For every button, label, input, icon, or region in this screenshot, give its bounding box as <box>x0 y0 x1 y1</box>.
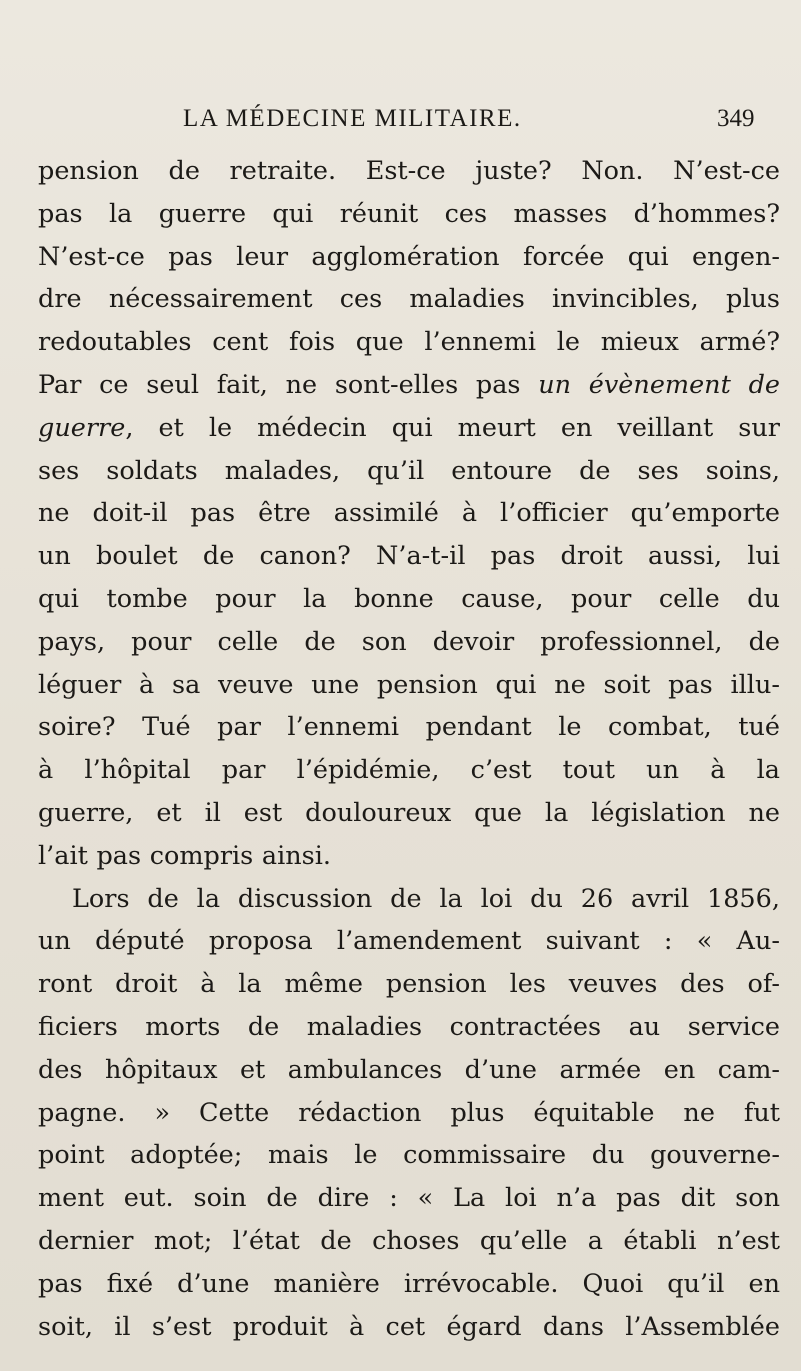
text-line <box>38 150 780 193</box>
line-text: Lors de la discussion de la loi du 26 avril 1856, <box>72 883 780 914</box>
body-text <box>38 150 780 1348</box>
text-line <box>38 706 780 749</box>
line-text: un député proposa l’amendement suivant : « Au- <box>38 926 780 957</box>
line-text: point adoptée; mais le commissaire du gouverne- <box>38 1140 780 1171</box>
italic-phrase: un évènement de <box>538 369 780 400</box>
line-text: guerre, et il est douloureux que la législation ne <box>38 797 780 828</box>
line-text: qui tombe pour la bonne cause, pour celle du <box>38 583 780 614</box>
line-text: pension de retraite. Est-ce juste? Non. N’est-ce <box>38 156 780 186</box>
text-line <box>38 1177 780 1220</box>
text-line <box>38 236 780 279</box>
italic-phrase: guerre <box>38 412 126 443</box>
line-text: pas fixé d’une manière irrévocable. Quoi qu’il en <box>38 1268 780 1299</box>
line-text: pagne. » Cette rédaction plus équitable ne fut <box>38 1097 780 1128</box>
text-line <box>38 1049 780 1092</box>
text-line <box>38 535 780 578</box>
line-text: ne doit-il pas être assimilé à l’officier qu’emporte <box>38 498 780 529</box>
text-line <box>38 878 780 921</box>
line-text: pays, pour celle de son devoir professionnel, de <box>38 626 780 657</box>
line-text: dernier mot; l’état de choses qu’elle a établi n’est <box>38 1225 780 1256</box>
line-text: l’ait pas compris ainsi. <box>38 840 331 871</box>
text-line <box>38 278 780 321</box>
line-text: , et le médecin qui meurt en veillant sur <box>125 412 780 443</box>
line-text: soire? Tué par l’ennemi pendant le combat, tué <box>38 712 780 743</box>
text-line <box>38 364 780 407</box>
text-line <box>38 492 780 535</box>
text-line <box>38 835 780 878</box>
line-text: N’est-ce pas leur agglomération forcée qui engen- <box>38 241 780 272</box>
line-text: redoutables cent fois que l’ennemi le mieux armé? <box>38 327 780 358</box>
line-text: un boulet de canon? N’a-t-il pas droit aussi, lui <box>38 541 780 572</box>
text-line <box>38 1006 780 1049</box>
running-header <box>0 105 801 139</box>
text-line <box>38 1134 780 1177</box>
line-text: ficiers morts de maladies contractées au service <box>38 1011 780 1042</box>
text-line <box>38 920 780 963</box>
line-text: ses soldats malades, qu’il entoure de ses soins, <box>38 455 780 486</box>
line-text: dre nécessairement ces maladies invincibles, plus <box>38 284 780 315</box>
line-text: Par ce seul fait, ne sont-elles pas <box>38 369 539 400</box>
text-line <box>38 321 780 364</box>
text-line <box>38 664 780 707</box>
text-line <box>38 193 780 236</box>
text-line <box>38 407 780 450</box>
line-text: ront droit à la même pension les veuves des of- <box>38 969 780 1000</box>
line-text: à l’hôpital par l’épidémie, c’est tout un à la <box>38 755 780 786</box>
text-line <box>38 578 780 621</box>
text-line <box>38 792 780 835</box>
line-text: pas la guerre qui réunit ces masses d’hommes? <box>38 198 780 229</box>
text-line <box>38 621 780 664</box>
text-line <box>38 749 780 792</box>
text-line <box>38 1306 780 1349</box>
text-line <box>38 963 780 1006</box>
page-number: 349 <box>717 105 755 132</box>
line-text: soit, il s’est produit à cet égard dans l’Assemblée <box>38 1311 780 1342</box>
line-text: ment eut. soin de dire : « La loi n’a pas dit son <box>38 1183 780 1214</box>
text-line <box>38 1263 780 1306</box>
line-text: des hôpitaux et ambulances d’une armée en cam- <box>38 1054 780 1085</box>
running-title: LA MÉDECINE MILITAIRE. <box>183 105 522 132</box>
line-text: léguer à sa veuve une pension qui ne soit pas illu- <box>38 669 780 700</box>
text-line <box>38 1092 780 1135</box>
text-line <box>38 1220 780 1263</box>
text-line <box>38 450 780 493</box>
